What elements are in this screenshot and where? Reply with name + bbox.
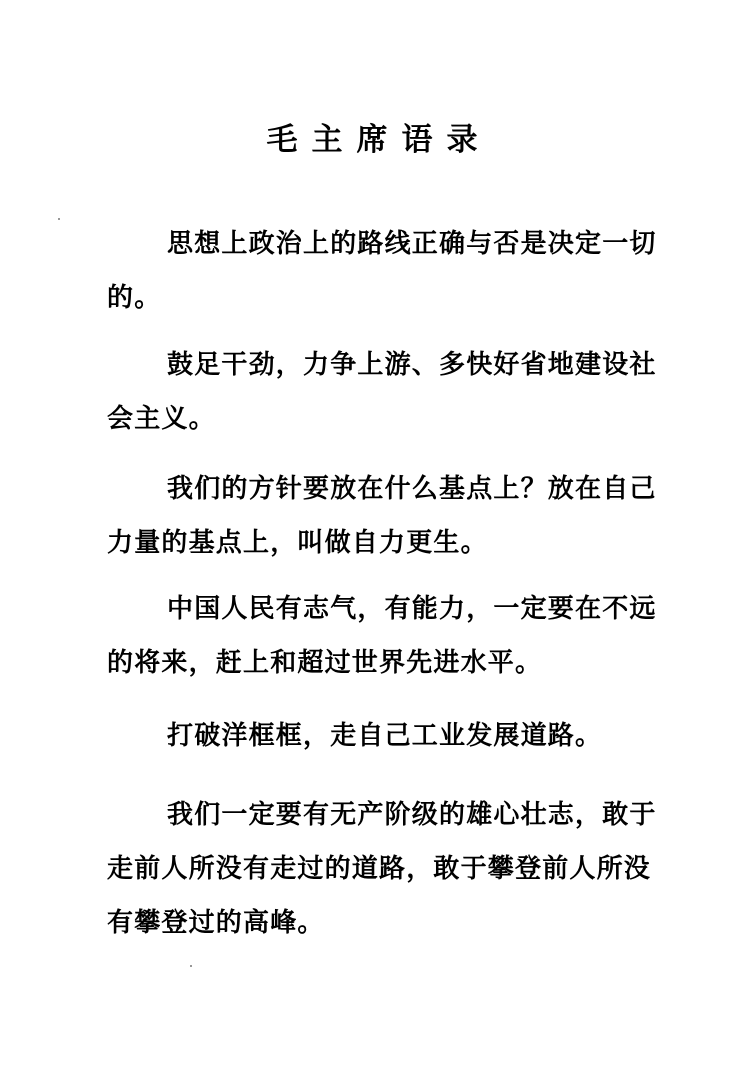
page-title: 毛主席语录 bbox=[266, 122, 492, 158]
quote-3: 我们的方针要放在什么基点上？放在自己力量的基点上，叫做自力更生。 bbox=[107, 474, 657, 558]
scan-speck bbox=[58, 218, 60, 220]
quote-2: 鼓足干劲，力争上游、多快好省地建设社会主义。 bbox=[107, 350, 657, 434]
scan-speck bbox=[190, 965, 192, 967]
quote-4: 中国人民有志气，有能力，一定要在不远的将来，赶上和超过世界先进水平。 bbox=[107, 594, 657, 678]
quote-5: 打破洋框框，走自己工业发展道路。 bbox=[167, 721, 603, 751]
quote-1: 思想上政治上的路线正确与否是决定一切的。 bbox=[107, 229, 657, 313]
quote-6: 我们一定要有无产阶级的雄心壮志，敢于走前人所没有走过的道路，敢于攀登前人所没有攀登过的高峰。 bbox=[107, 800, 657, 938]
